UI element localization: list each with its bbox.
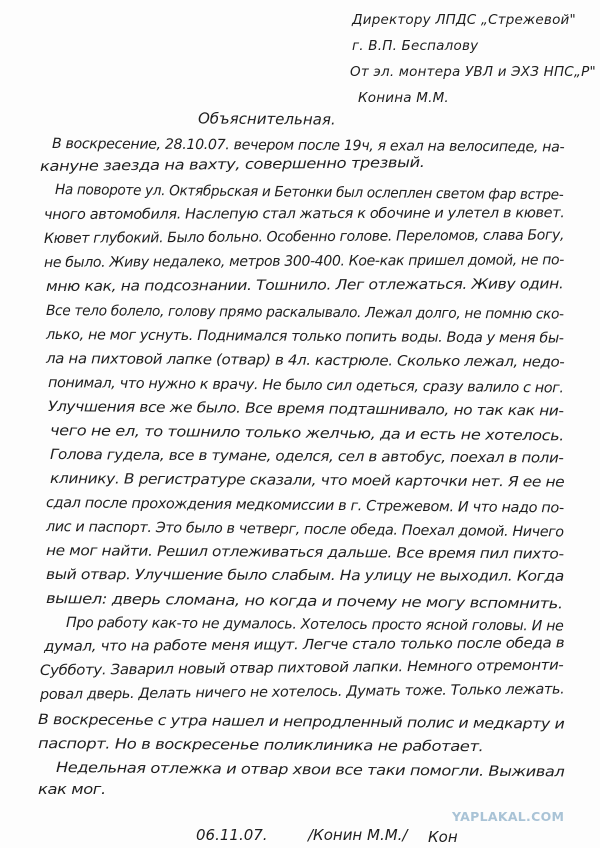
body-line: Голова гудела, все в тумане, оделся, сел в автобус, поехал в поли- bbox=[49, 447, 564, 467]
document-title: Объяснительная. bbox=[197, 109, 336, 129]
body-line: Недельная отлежка и отвар хвои все таки помогли. Выживал bbox=[55, 760, 565, 781]
body-line: думал, что на работе меня ищут. Легче стало только после обеда в bbox=[43, 635, 565, 655]
body-line: лис и паспорт. Это было в четверг, после обеда. Поехал домой. Ничего bbox=[45, 519, 564, 541]
signature: Кон bbox=[428, 828, 458, 846]
body-line: ровал дверь. Делать ничего не хотелось. Думать тоже. Только лежать. bbox=[39, 681, 565, 703]
header-addressee-line: Директору ЛПДС „Стрежевой" bbox=[352, 12, 576, 28]
body-line: вышел: дверь сломана, но когда и почему не могу вспомнить. bbox=[45, 591, 563, 613]
body-line: не мог найти. Решил отлеживаться дальше. Все время пил пихто- bbox=[45, 543, 564, 563]
header-sender-position-line: От эл. монтера УВЛ и ЭХЗ НПС„Р" bbox=[350, 64, 596, 80]
body-line: как мог. bbox=[38, 782, 106, 798]
header-addressee-name-line: г. В.П. Беспалову bbox=[352, 38, 479, 54]
body-line: мню как, на подсознании. Тошнило. Лег отлежаться. Живу один. bbox=[45, 276, 564, 295]
body-line: чего не ел, то тошнило только желчью, да и есть не хотелось. bbox=[49, 423, 565, 445]
body-line: понимал, что нужно к врачу. Не было сил одеться, сразу валило с ног. bbox=[47, 375, 564, 397]
body-line: паспорт. Но в воскресенье поликлиника не работает. bbox=[37, 736, 484, 756]
header-sender-name-line: Конина М.М. bbox=[358, 90, 449, 106]
body-line: не было. Живу недалеко, метров 300-400. Кое-как пришел домой, не по- bbox=[43, 252, 565, 271]
body-line: кануне заезда на вахту, совершенно трезвый. bbox=[39, 154, 425, 175]
body-line: В воскресенье с утра нашел и непродленный полис и медкарту и bbox=[37, 712, 565, 733]
body-line: В воскресение, 28.10.07. вечером после 19ч, я ехал на велосипеде, на- bbox=[51, 136, 565, 156]
signature-name: /Конин М.М./ bbox=[308, 826, 408, 844]
document-date: 06.11.07. bbox=[196, 826, 268, 844]
body-line: вый отвар. Улучшение было слабым. На улицу не выходил. Когда bbox=[45, 567, 564, 585]
body-line: Все тело болело, голову прямо раскалывало. Лежал долго, не помню ско- bbox=[45, 303, 564, 323]
body-line: ла на пихтовой лапке (отвар) в 4л. кастрюле. Сколько лежал, недо- bbox=[45, 351, 565, 371]
watermark: YAPLAKAL.COM bbox=[452, 809, 565, 824]
body-line: Кювет глубокий. Было больно. Особенно голове. Переломов, слава Богу, bbox=[43, 227, 565, 247]
body-line: сдал после прохождения медкомиссии в г. Стрежевом. И что надо по- bbox=[45, 495, 564, 517]
body-line: чного автомобиля. Наслепую стал жаться к обочине и улетел в кювет. bbox=[43, 205, 565, 223]
body-line: клинику. В регистратуре сказали, что моей карточки нет. Я ее не bbox=[49, 471, 565, 491]
body-line: На повороте ул. Октябрьская и Бетонки был ослеплен светом фар встре- bbox=[54, 182, 564, 204]
body-line: Субботу. Заварил новый отвар пихтовой лапки. Немного отремонти- bbox=[39, 657, 564, 679]
body-line: Про работу как-то не думалось. Хотелось просто ясной головы. И не bbox=[65, 615, 564, 635]
body-line: лько, не мог уснуть. Поднимался только попить воды. Вода у меня бы- bbox=[45, 327, 564, 347]
body-line: Улучшения все же было. Все время подташнивало, но так как ни- bbox=[47, 399, 564, 420]
